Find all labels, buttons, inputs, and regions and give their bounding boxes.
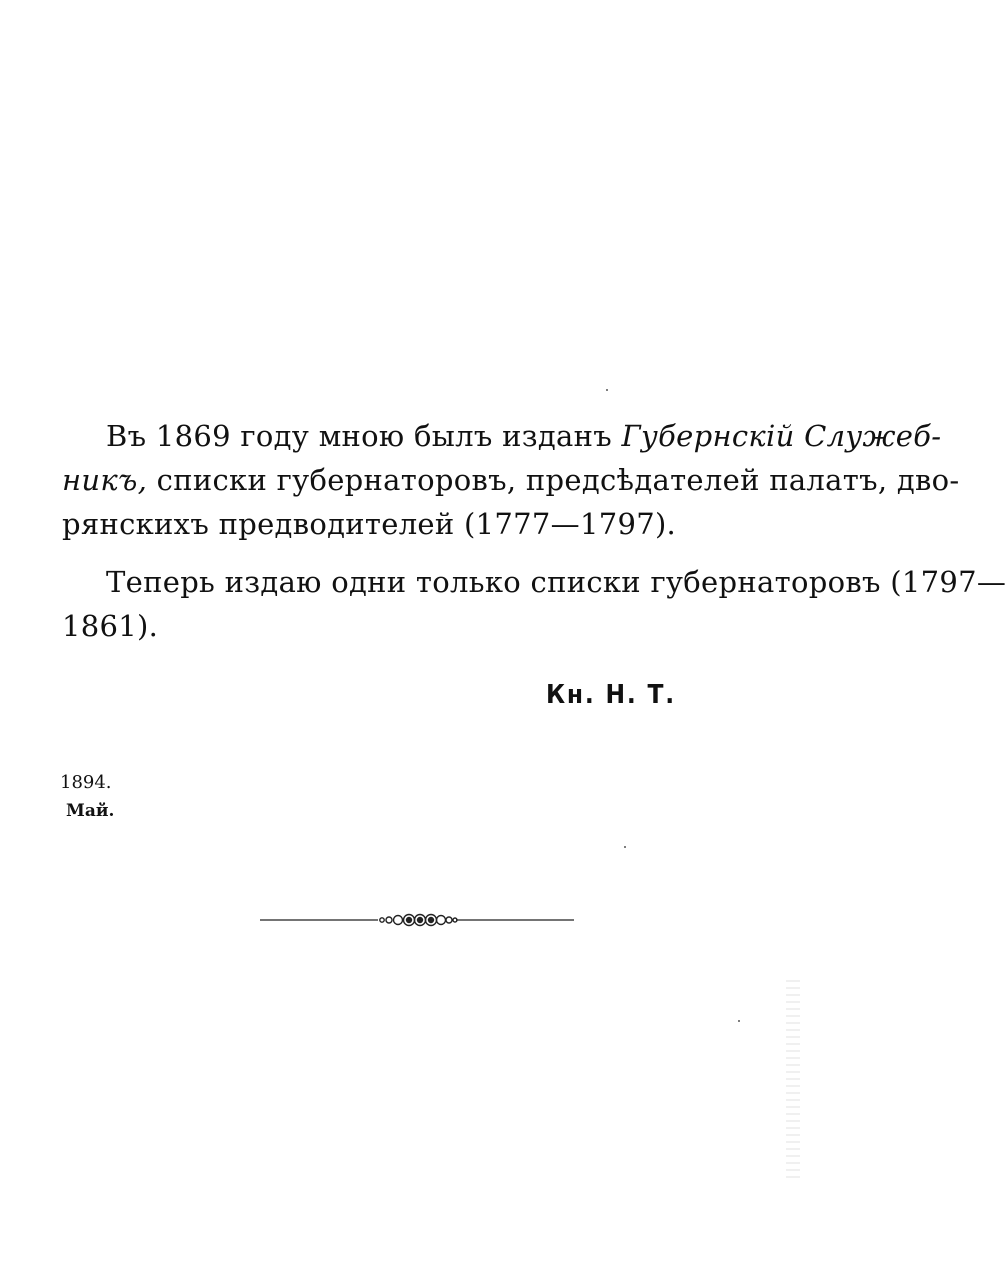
paper-speck: [606, 389, 608, 391]
page-edge-texture: [786, 980, 800, 1180]
paragraph-1: [62, 414, 960, 546]
paragraph-1-line-2-text: списки губернаторовъ, предсѣдателей палатъ, дво-: [147, 463, 960, 497]
paragraph-1-line-2: [62, 458, 960, 502]
signature: Кн. Н. Т.: [546, 680, 677, 710]
paragraph-2-line-2: 1861).: [62, 609, 159, 643]
paper-speck: [624, 846, 626, 848]
date-month: Май.: [66, 801, 115, 821]
ornament-center-flourish: [380, 915, 457, 926]
paragraph-2: [62, 560, 1006, 648]
paragraph-1-line-1-text: Въ 1869 году мною былъ изданъ: [106, 419, 622, 453]
paragraph-1-line-1: [62, 414, 942, 458]
paper-speck: [738, 1020, 740, 1022]
date-year: 1894.: [60, 772, 112, 793]
ornament-divider: [260, 905, 574, 935]
paragraph-1-line-3: рянскихъ предводителей (1777—1797).: [62, 507, 677, 541]
paragraph-2-line-1: Теперь издаю одни только списки губернаторовъ (1797—: [106, 565, 1006, 599]
book-title-part-1: Губернскій Служеб-: [621, 419, 942, 453]
book-title-part-2: никъ,: [62, 463, 148, 497]
